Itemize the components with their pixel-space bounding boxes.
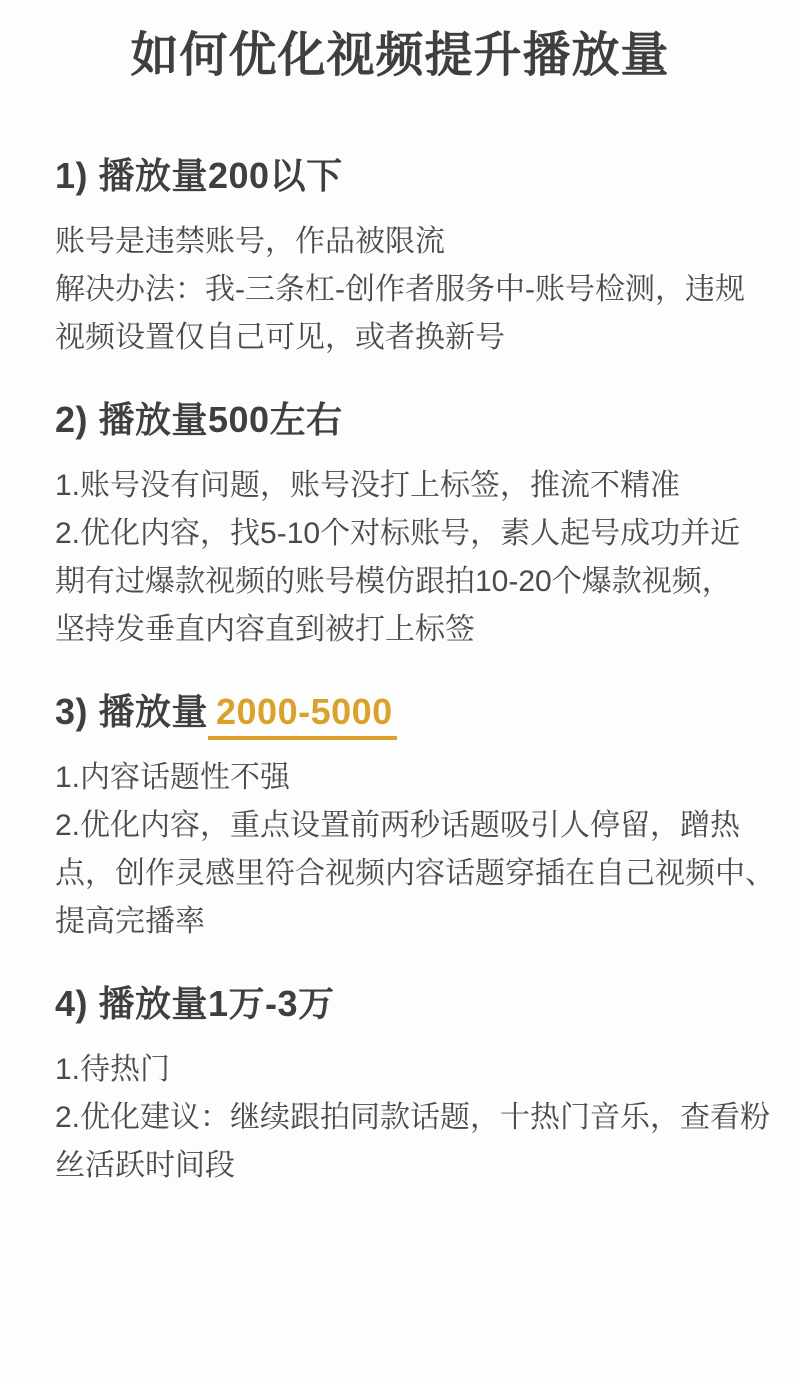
page-title: 如何优化视频提升播放量 — [130, 29, 670, 82]
body-line: 坚持发垂直内容直到被打上标签 — [55, 613, 475, 646]
body-line: 丝活跃时间段 — [55, 1149, 235, 1182]
body-line: 1.待热门 — [55, 1053, 171, 1086]
body-line: 账号是违禁账号，作品被限流 — [55, 225, 445, 258]
body-line: 1.内容话题性不强 — [55, 761, 291, 794]
body-line: 视频设置仅自己可见，或者换新号 — [55, 321, 505, 354]
body-line: 2.优化内容，重点设置前两秒话题吸引人停留，蹭热 — [55, 809, 741, 842]
section-heading — [55, 688, 745, 736]
section-heading — [55, 396, 745, 444]
section-heading-text: 1) 播放量200以下 — [55, 155, 343, 196]
body-line: 1.账号没有问题，账号没打上标签，推流不精准 — [55, 469, 681, 502]
body-line: 期有过爆款视频的账号模仿跟拍10-20个爆款视频， — [55, 565, 732, 598]
section-playcount-around-500 — [55, 396, 745, 654]
section-heading-highlight: 2000-5000 — [208, 691, 397, 740]
body-line: 解决办法：我-三条杠-创作者服务中-账号检测，违规 — [55, 273, 745, 306]
section-heading — [55, 152, 745, 200]
section-heading-text: 2) 播放量500左右 — [55, 399, 343, 440]
body-line: 提高完播率 — [55, 905, 205, 938]
section-body — [55, 462, 745, 654]
section-playcount-10k-30k — [55, 980, 771, 1190]
section-body — [55, 1046, 771, 1190]
body-line: 点，创作灵感里符合视频内容话题穿插在自己视频中、 — [55, 857, 775, 890]
body-line: 2.优化内容，找5-10个对标账号，素人起号成功并近 — [55, 517, 741, 550]
body-line: 2.优化建议：继续跟拍同款话题，十热门音乐，查看粉 — [55, 1101, 771, 1134]
section-heading-text: 4) 播放量1万-3万 — [55, 983, 335, 1024]
section-playcount-under-200 — [55, 152, 745, 362]
section-heading-text: 3) 播放量 — [55, 691, 209, 732]
section-body — [55, 218, 745, 362]
section-heading — [55, 980, 745, 1028]
text-card — [0, 26, 800, 1384]
section-body — [55, 754, 775, 946]
section-playcount-2000-5000 — [55, 688, 775, 946]
